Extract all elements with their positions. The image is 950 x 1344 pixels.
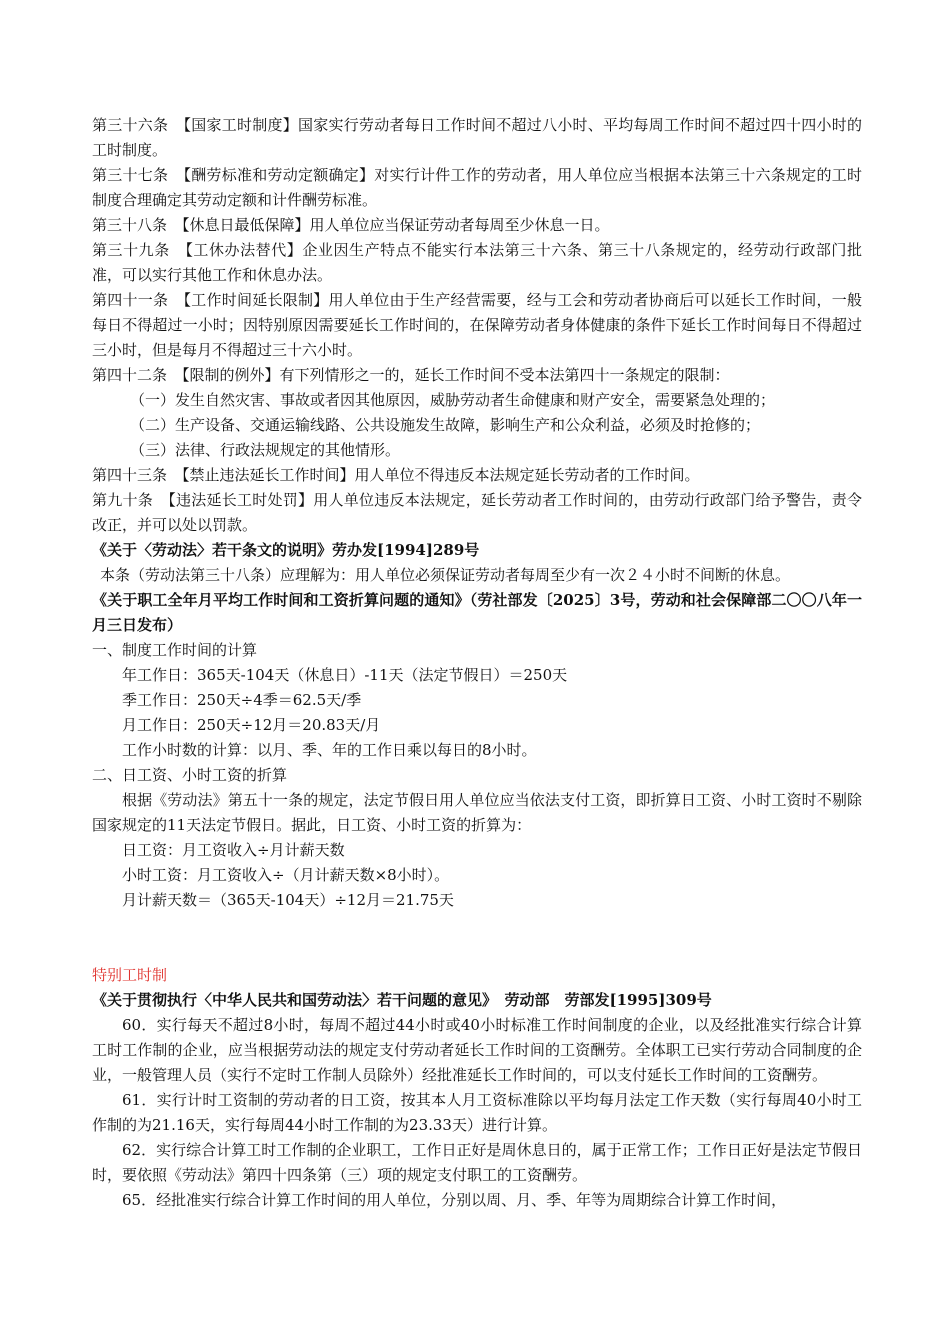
spacer xyxy=(92,913,862,963)
calc-line: 年工作日：365天-104天（休息日）-11天（法定节假日）＝250天 xyxy=(122,666,568,684)
note1-title: 《关于〈劳动法〉若干条文的说明》劳办发[1994]289号 xyxy=(92,541,480,559)
provision-65: 65．经批准实行综合计算工作时间的用人单位，分别以周、月、季、年等为周期综合计算工作时间， xyxy=(122,1191,787,1209)
calc-line: 月计薪天数＝（365天-104天）÷12月＝21.75天 xyxy=(122,891,454,909)
calc-line: 小时工资：月工资收入÷（月计薪天数×8小时）。 xyxy=(122,866,450,884)
document-page xyxy=(92,113,862,1213)
article-36: 第三十六条 【国家工时制度】国家实行劳动者每日工作时间不超过八小时、平均每周工作时间不超过四十四小时的工时制度。 xyxy=(92,116,862,159)
calc-line: 日工资：月工资收入÷月计薪天数 xyxy=(122,841,345,859)
note2-section-1: 一、制度工作时间的计算 xyxy=(92,641,258,659)
article-42: 第四十二条 【限制的例外】有下列情形之一的，延长工作时间不受本法第四十一条规定的限制： xyxy=(92,366,730,384)
provision-60: 60．实行每天不超过8小时，每周不超过44小时或40小时标准工作时间制度的企业，以及经批准实行综合计算工时工作制的企业，应当根据劳动法的规定支付劳动者延长工作时间的工资酬劳。全体职工已实行劳动合同制度的企业，一般管理人员（实行不定时工作制人员除外）经批准延长工作时间的，可以支付延长工作时间的工资酬劳。 xyxy=(92,1016,862,1084)
section-heading: 特别工时制 xyxy=(92,966,168,984)
calc-line: 季工作日：250天÷4季＝62.5天/季 xyxy=(122,691,362,709)
article-38: 第三十八条 【休息日最低保障】用人单位应当保证劳动者每周至少休息一日。 xyxy=(92,216,610,234)
article-39: 第三十九条 【工休办法替代】企业因生产特点不能实行本法第三十六条、第三十八条规定的，经劳动行政部门批准，可以实行其他工作和休息办法。 xyxy=(92,241,862,284)
special-doc-title: 《关于贯彻执行〈中华人民共和国劳动法〉若干问题的意见》 劳动部 劳部发[1995]309号 xyxy=(92,991,712,1009)
exception-item-2: （二）生产设备、交通运输线路、公共设施发生故障，影响生产和公众利益，必须及时抢修的； xyxy=(130,416,761,434)
calc-line: 月工作日：250天÷12月＝20.83天/月 xyxy=(122,716,381,734)
article-90: 第九十条 【违法延长工时处罚】用人单位违反本法规定，延长劳动者工作时间的，由劳动行政部门给予警告，责令改正，并可以处以罚款。 xyxy=(92,491,862,534)
note1-body: 本条（劳动法第三十八条）应理解为：用人单位必须保证劳动者每周至少有一次２４小时不间断的休息。 xyxy=(100,566,791,584)
note2-title: 《关于职工全年月平均工作时间和工资折算问题的通知》（劳社部发〔2025〕3号，劳动和社会保障部二〇〇八年一月三日发布） xyxy=(92,591,862,634)
article-43: 第四十三条 【禁止违法延长工作时间】用人单位不得违反本法规定延长劳动者的工作时间。 xyxy=(92,466,700,484)
exception-item-1: （一）发生自然灾害、事故或者因其他原因，威胁劳动者生命健康和财产安全，需要紧急处理的； xyxy=(130,391,776,409)
exception-item-3: （三）法律、行政法规规定的其他情形。 xyxy=(130,441,401,459)
provision-62: 62．实行综合计算工时工作制的企业职工，工作日正好是周休息日的，属于正常工作；工作日正好是法定节假日时，要依照《劳动法》第四十四条第（三）项的规定支付职工的工资酬劳。 xyxy=(92,1141,862,1184)
calc-line: 工作小时数的计算：以月、季、年的工作日乘以每日的8小时。 xyxy=(122,741,537,759)
article-41: 第四十一条 【工作时间延长限制】用人单位由于生产经营需要，经与工会和劳动者协商后可以延长工作时间，一般每日不得超过一小时；因特别原因需要延长工作时间的，在保障劳动者身体健康的条件下延长工作时间每日不得超过三小时，但是每月不得超过三十六小时。 xyxy=(92,291,862,359)
note2-section-2: 二、日工资、小时工资的折算 xyxy=(92,766,288,784)
provision-61: 61．实行计时工资制的劳动者的日工资，按其本人月工资标准除以平均每月法定工作天数（实行每周40小时工作制的为21.16天，实行每周44小时工作制的为23.33天）进行计算。 xyxy=(92,1091,862,1134)
note2-paragraph: 根据《劳动法》第五十一条的规定，法定节假日用人单位应当依法支付工资，即折算日工资、小时工资时不剔除国家规定的11天法定节假日。据此，日工资、小时工资的折算为： xyxy=(92,791,862,834)
article-37: 第三十七条 【酬劳标准和劳动定额确定】对实行计件工作的劳动者，用人单位应当根据本法第三十六条规定的工时制度合理确定其劳动定额和计件酬劳标准。 xyxy=(92,166,862,209)
